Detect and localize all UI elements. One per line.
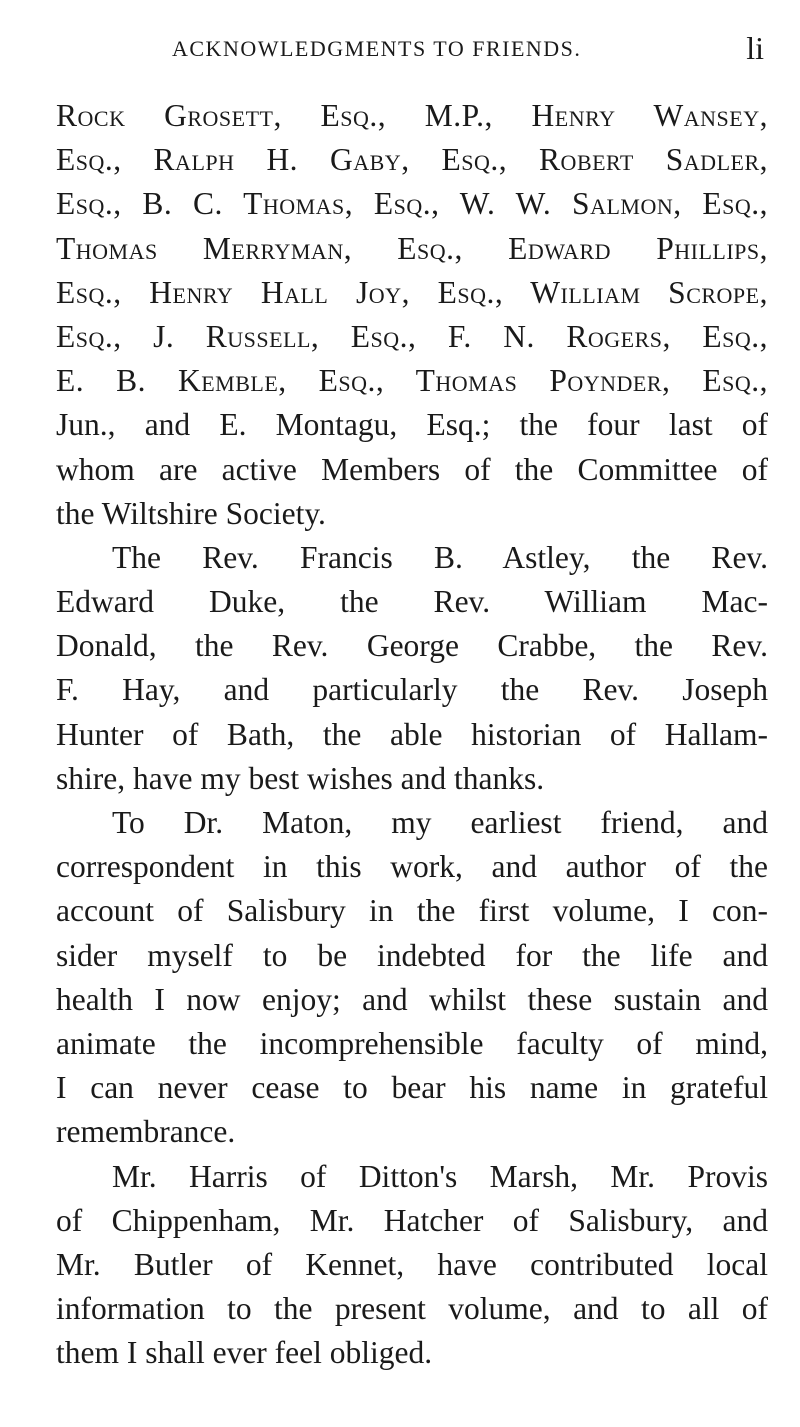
- text-line: Donald, the Rev. George Crabbe, the Rev.: [56, 628, 768, 664]
- text-line: information to the present volume, and to all of: [56, 1291, 768, 1327]
- text-line: the Wiltshire Society.: [56, 495, 326, 531]
- text-line: I can never cease to bear his name in grateful: [56, 1070, 768, 1106]
- text-line: account of Salisbury in the first volume, I con-: [56, 893, 768, 929]
- text-line: Esq., J. Russell, Esq., F. N. Rogers, Esq.,: [56, 318, 768, 354]
- text-line: shire, have my best wishes and thanks.: [56, 760, 545, 796]
- text-line: animate the incomprehensible faculty of mind,: [56, 1025, 768, 1061]
- text-line: Esq., Henry Hall Joy, Esq., William Scrope,: [56, 274, 768, 310]
- text-line: of Chippenham, Mr. Hatcher of Salisbury, and: [56, 1202, 768, 1238]
- text-line: Jun., and E. Montagu, Esq.; the four last of: [56, 407, 768, 443]
- text-line: correspondent in this work, and author of the: [56, 849, 768, 885]
- text-line: Esq., Ralph H. Gaby, Esq., Robert Sadler,: [56, 142, 768, 178]
- text-line: sider myself to be indebted for the life and: [56, 937, 768, 973]
- text-line: Edward Duke, the Rev. William Mac-: [56, 584, 768, 620]
- text-line: them I shall ever feel obliged.: [56, 1335, 433, 1371]
- running-head: [0, 30, 800, 70]
- text-line: The Rev. Francis B. Astley, the Rev.: [112, 539, 768, 575]
- text-line: F. Hay, and particularly the Rev. Joseph: [56, 672, 768, 708]
- text-line: whom are active Members of the Committee of: [56, 451, 768, 487]
- text-line: Mr. Butler of Kennet, have contributed local: [56, 1246, 768, 1282]
- text-line: Esq., B. C. Thomas, Esq., W. W. Salmon, Esq.,: [56, 186, 768, 222]
- page-number: li: [746, 30, 764, 66]
- text-line: Rock Grosett, Esq., M.P., Henry Wansey,: [56, 98, 768, 133]
- text-line: To Dr. Maton, my earliest friend, and: [112, 805, 768, 840]
- text-line: health I now enjoy; and whilst these sustain and: [56, 981, 768, 1017]
- running-title: ACKNOWLEDGMENTS TO FRIENDS.: [172, 36, 582, 61]
- text-line: E. B. Kemble, Esq., Thomas Poynder, Esq.,: [56, 363, 768, 399]
- text-line: Thomas Merryman, Esq., Edward Phillips,: [56, 230, 768, 266]
- text-line: Hunter of Bath, the able historian of Hallam-: [56, 716, 768, 752]
- body-text: [56, 94, 768, 1375]
- text-line: Mr. Harris of Ditton's Marsh, Mr. Provis: [112, 1158, 768, 1194]
- text-line: remembrance.: [56, 1114, 236, 1150]
